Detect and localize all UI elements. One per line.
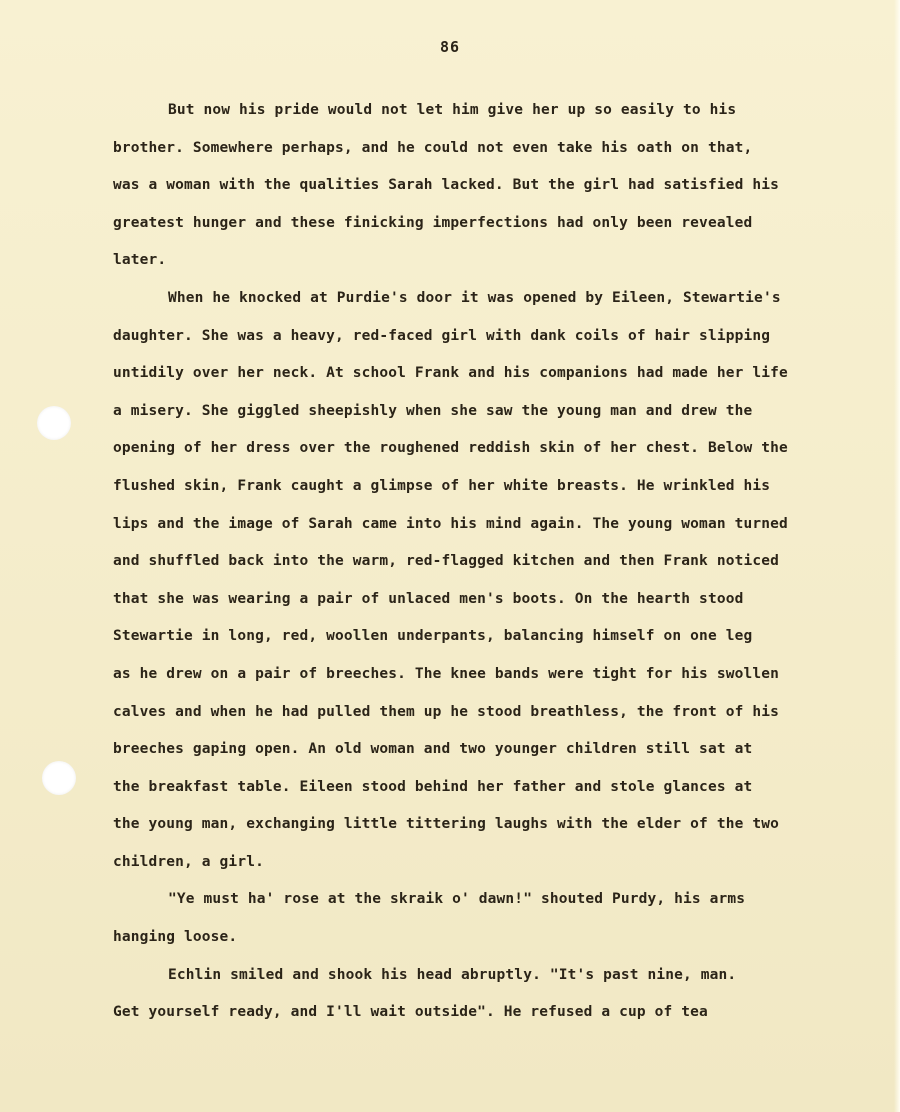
text-line: brother. Somewhere perhaps, and he could not even take his oath on that,: [113, 139, 753, 156]
punch-hole: [42, 761, 76, 795]
text-line: the young man, exchanging little tittering laughs with the elder of the two: [113, 816, 779, 833]
text-line: as he drew on a pair of breeches. The knee bands were tight for his swollen: [113, 665, 779, 682]
text-line: flushed skin, Frank caught a glimpse of her white breasts. He wrinkled his: [113, 477, 771, 494]
text-line: calves and when he had pulled them up he stood breathless, the front of his: [113, 703, 779, 720]
text-line: hanging loose.: [113, 929, 238, 946]
page-number: 86: [439, 38, 461, 56]
body-text: [113, 92, 848, 1032]
page-edge: [894, 0, 900, 1112]
text-line: the breakfast table. Eileen stood behind her father and stole glances at: [113, 778, 753, 795]
text-line: breeches gaping open. An old woman and two younger children still sat at: [113, 741, 753, 758]
text-line: Stewartie in long, red, woollen underpants, balancing himself on one leg: [113, 628, 753, 645]
text-line: untidily over her neck. At school Frank and his companions had made her life: [113, 365, 788, 382]
text-line: that she was wearing a pair of unlaced men's boots. On the hearth stood: [113, 590, 744, 607]
text-line: later.: [113, 252, 167, 269]
text-line: and shuffled back into the warm, red-flagged kitchen and then Frank noticed: [113, 553, 779, 570]
text-line: greatest hunger and these finicking imperfections had only been revealed: [113, 214, 753, 231]
text-line: When he knocked at Purdie's door it was opened by Eileen, Stewartie's: [168, 289, 781, 306]
text-line: Get yourself ready, and I'll wait outside". He refused a cup of tea: [113, 1004, 708, 1021]
punch-hole: [37, 406, 71, 440]
text-line: opening of her dress over the roughened reddish skin of her chest. Below the: [113, 440, 788, 457]
text-line: daughter. She was a heavy, red-faced girl with dank coils of hair slipping: [113, 327, 771, 344]
text-line: a misery. She giggled sheepishly when she saw the young man and drew the: [113, 402, 753, 419]
text-line: "Ye must ha' rose at the skraik o' dawn!" shouted Purdy, his arms: [168, 891, 746, 908]
text-line: But now his pride would not let him give her up so easily to his: [168, 102, 737, 118]
text-line: lips and the image of Sarah came into his mind again. The young woman turned: [113, 515, 788, 532]
text-line: children, a girl.: [113, 853, 264, 870]
text-line: was a woman with the qualities Sarah lacked. But the girl had satisfied his: [113, 177, 779, 194]
text-line: Echlin smiled and shook his head abruptly. "It's past nine, man.: [168, 966, 737, 983]
